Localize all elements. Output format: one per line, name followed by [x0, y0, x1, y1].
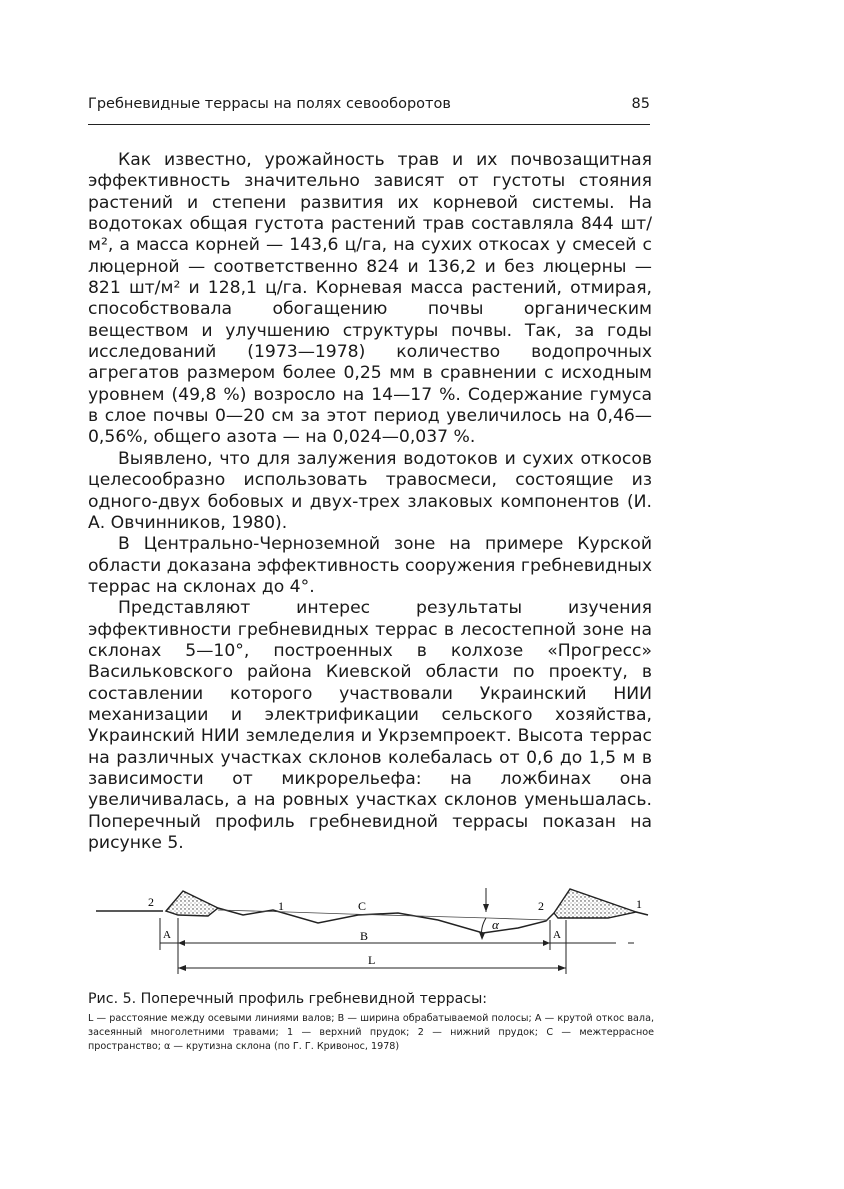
terrace-profile-figure: [88, 888, 652, 988]
arrow-l-right: [558, 965, 566, 971]
arrow-b-right: [543, 940, 550, 946]
label-upper-pond-right: 1: [636, 897, 642, 911]
label-a-left: A: [163, 929, 171, 941]
label-interterrace: C: [358, 899, 367, 913]
label-width-b: B: [360, 929, 369, 943]
arrow-l-left: [178, 965, 186, 971]
right-ridge-bank: [554, 889, 636, 918]
terrace-profile-diagram: [88, 888, 652, 988]
figure-caption-title: Рис. 5. Поперечный профиль гребневидной террасы:: [88, 991, 488, 1007]
figure-caption-legend: L — расстояние между осевыми линиями валов; B — ширина обрабатываемой полосы; A — крутой откос вала, засеянный многолетними травами; 1 — верхний прудок; 2 — нижний прудок; C — межтеррасное пространство; α — крутизна склона (по Г. Г. Кривонос, 1978): [88, 1013, 654, 1053]
body-text: [88, 150, 652, 854]
running-header: [88, 96, 650, 112]
label-lower-pond-right: 2: [538, 899, 544, 913]
label-distance-l: L: [368, 953, 376, 967]
page-number: 85: [631, 96, 650, 112]
paragraph-kiev-region: Представляют интерес результаты изучения эффективности гребневидных террас в лесостепной зоне на склонах 5—10°, построенных в колхозе «Прогресс» Васильковского района Киевской области по проекту, в составлении которого участвовали Украинский НИИ механизации и электрификации сельского хозяйства, Украинский НИИ земледелия и Укрземпроект. Высота террас на различных участках склонов колебалась от 0,6 до 1,5 м в зависимости от микрорельефа: на ложбинах она увеличивалась, а на ровных участках склонов уменьшалась. Поперечный профиль гребневидной террасы показан на рисунке 5.: [88, 598, 652, 853]
label-upper-pond: 1: [278, 899, 284, 913]
paragraph-grass-roots: Как известно, урожайность трав и их почвозащитная эффективность значительно зависят от густоты стояния растений и степени развития их корневой системы. На водотоках общая густота растений трав составляла 844 шт/м², а масса корней — 143,6 ц/га, на сухих откосах у смесей с люцерной — соответственно 824 и 136,2 и без люцерны — 821 шт/м² и 128,1 ц/га. Корневая масса растений, отмирая, способствовала обогащению почвы органическим веществом и улучшению структуры почвы. Так, за годы исследований (1973—1978) количество водопрочных агрегатов размером более 0,25 мм в сравнении с исходным уровнем (49,8 %) возросло на 14—17 %. Содержание гумуса в слое почвы 0—20 см за этот период увеличилось на 0,46—0,56%, общего азота — на 0,024—0,037 %.: [88, 150, 652, 448]
ground-line-right: [636, 912, 648, 915]
angle-arrow-head: [479, 932, 485, 940]
paragraph-grass-mixtures: Выявлено, что для залужения водотоков и сухих откосов целесообразно использовать травосмеси, состоящие из одного-двух бобовых и двух-трех злаковых компонентов (И. А. Овчинников, 1980).: [88, 448, 652, 533]
running-header-title: Гребневидные террасы на полях севооборотов: [88, 96, 451, 112]
left-ridge-bank: [166, 891, 218, 916]
vertical-arrow-head: [483, 904, 489, 912]
paragraph-kursk-region: В Центрально-Черноземной зоне на примере Курской области доказана эффективность сооружения гребневидных террас на склонах до 4°.: [88, 534, 652, 597]
label-a-right: A: [553, 929, 561, 941]
label-lower-pond-left: 2: [148, 895, 154, 909]
label-slope-angle: α: [492, 917, 499, 932]
arrow-b-left: [178, 940, 185, 946]
header-rule: [88, 124, 650, 125]
